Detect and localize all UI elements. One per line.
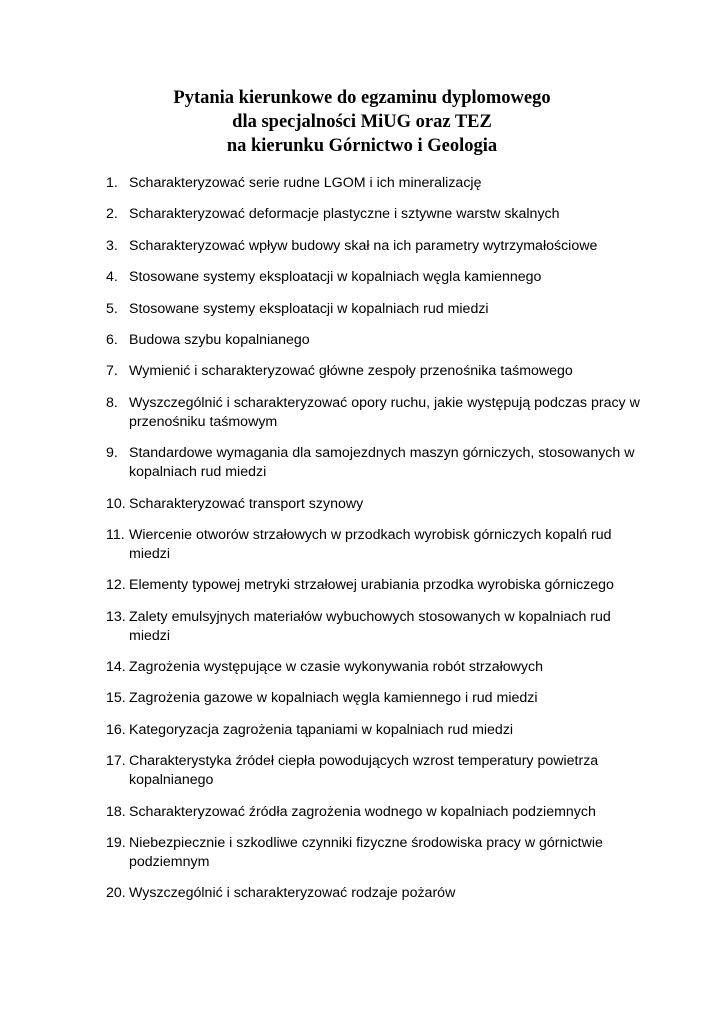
- title-line-1: Pytania kierunkowe do egzaminu dyplomowego: [173, 88, 551, 108]
- question-text: Zagrożenia gazowe w kopalniach węgla kamiennego i rud miedzi: [129, 690, 538, 707]
- question-text: Scharakteryzować źródła zagrożenia wodnego w kopalniach podziemnych: [129, 803, 596, 820]
- question-number: 10.: [106, 495, 126, 512]
- list-item: [106, 689, 646, 708]
- question-text: Zagrożenia występujące w czasie wykonywania robót strzałowych: [129, 659, 543, 676]
- list-item: [106, 394, 646, 432]
- question-text: Wyszczególnić i scharakteryzować opory ruchu, jakie występują podczas pracy w przenośniku taśmowym: [129, 394, 640, 430]
- question-text: Wiercenie otworów strzałowych w przodkach wyrobisk górniczych kopalń rud miedzi: [129, 526, 612, 562]
- question-number: 15.: [106, 690, 126, 707]
- question-number: 6.: [106, 331, 118, 348]
- question-number: 1.: [106, 175, 118, 191]
- question-number: 19.: [106, 835, 126, 852]
- question-text: Standardowe wymagania dla samojezdnych maszyn górniczych, stosowanych w kopalniach rud miedzi: [129, 445, 635, 481]
- document-title: [0, 86, 724, 158]
- question-text: Budowa szybu kopalnianego: [129, 331, 310, 348]
- title-line-2: dla specjalności MiUG oraz TEZ: [232, 112, 492, 132]
- question-list: [106, 174, 646, 916]
- list-item: [106, 331, 646, 350]
- question-number: 7.: [106, 363, 118, 380]
- list-item: [106, 834, 646, 872]
- list-item: [106, 205, 646, 224]
- question-number: 4.: [106, 269, 118, 286]
- question-text: Kategoryzacja zagrożenia tąpaniami w kopalniach rud miedzi: [129, 721, 514, 738]
- list-item: [106, 608, 646, 646]
- title-line-3: na kierunku Górnictwo i Geologia: [226, 136, 498, 156]
- question-number: 12.: [106, 577, 126, 594]
- question-number: 5.: [106, 300, 118, 317]
- question-number: 20.: [106, 885, 126, 902]
- question-text: Stosowane systemy eksploatacji w kopalniach węgla kamiennego: [129, 269, 542, 286]
- list-item: [106, 362, 646, 381]
- question-text: Charakterystyka źródeł ciepła powodujących wzrost temperatury powietrza kopalnianego: [129, 753, 599, 789]
- list-item: [106, 526, 646, 564]
- question-number: 2.: [106, 206, 118, 223]
- list-item: [106, 752, 646, 790]
- question-number: 13.: [106, 608, 126, 625]
- question-text: Wymienić i scharakteryzować główne zespoły przenośnika taśmowego: [129, 363, 573, 380]
- question-number: 11.: [106, 526, 125, 543]
- list-item: [106, 658, 646, 677]
- list-item: [106, 495, 646, 514]
- question-text: Scharakteryzować deformacje plastyczne i sztywne warstw skalnych: [129, 206, 560, 223]
- question-number: 14.: [106, 659, 126, 676]
- list-item: [106, 268, 646, 287]
- question-text: Scharakteryzować serie rudne LGOM i ich mineralizację: [129, 175, 482, 191]
- list-item: [106, 721, 646, 740]
- question-text: Zalety emulsyjnych materiałów wybuchowych stosowanych w kopalniach rud miedzi: [129, 608, 611, 644]
- question-number: 8.: [106, 394, 118, 411]
- question-text: Wyszczególnić i scharakteryzować rodzaje pożarów: [129, 885, 456, 902]
- list-item: [106, 174, 646, 193]
- list-item: [106, 237, 646, 256]
- question-text: Scharakteryzować transport szynowy: [129, 495, 364, 512]
- question-text: Elementy typowej metryki strzałowej urabiania przodka wyrobiska górniczego: [129, 577, 614, 594]
- question-number: 9.: [106, 445, 118, 462]
- list-item: [106, 576, 646, 595]
- list-item: [106, 300, 646, 319]
- list-item: [106, 444, 646, 482]
- question-number: 16.: [106, 721, 126, 738]
- question-text: Scharakteryzować wpływ budowy skał na ich parametry wytrzymałościowe: [129, 237, 598, 254]
- question-text: Stosowane systemy eksploatacji w kopalniach rud miedzi: [129, 300, 489, 317]
- question-number: 3.: [106, 237, 118, 254]
- list-item: [106, 803, 646, 822]
- question-number: 18.: [106, 803, 126, 820]
- question-text: Niebezpiecznie i szkodliwe czynniki fizyczne środowiska pracy w górnictwie podziemnym: [129, 835, 603, 871]
- list-item: [106, 884, 646, 903]
- question-number: 17.: [106, 753, 126, 770]
